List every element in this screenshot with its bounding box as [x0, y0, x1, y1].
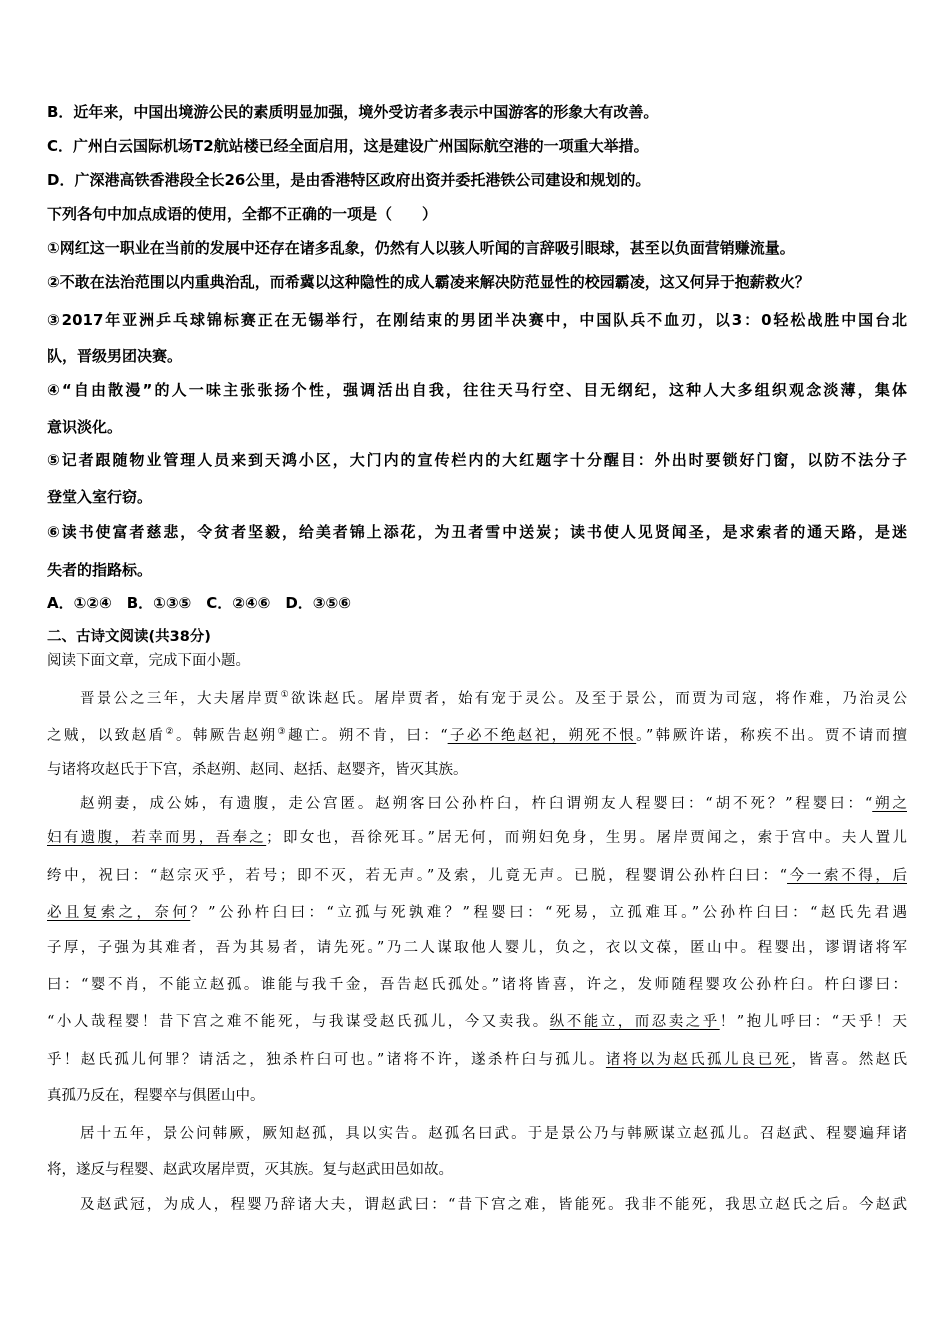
- passage-p2-line-7: “小人哉程婴！昔下宫之难不能死，与我谋受赵氏孤儿，今又卖我。纵不能立，而忍卖之乎！”抱儿呼曰：“天乎！天: [47, 1014, 907, 1030]
- underlined-phrase: 朔之: [872, 796, 907, 812]
- option-b: B．近年来，中国出境游公民的素质明显加强，境外受访者多表示中国游客的形象大有改善。: [47, 103, 659, 121]
- passage-p3-line-1: 居十五年，景公问韩厥，厥知赵孤，具以实告。赵孤名曰武。于是景公乃与韩厥谋立赵孤儿。召赵武、程婴遍拜诸: [80, 1126, 907, 1142]
- passage-p2-line-2: 妇有遗腹，若幸而男，吾奉之；即女也，吾徐死耳。”居无何，而朔妇免身，生男。屠岸贾闻之，索于宫中。夫人置儿: [47, 830, 907, 846]
- sentence-5-line-1: ⑤记者跟随物业管理人员来到天鸿小区，大门内的宣传栏内的大红题字十分醒目：外出时要锁好门窗，以防不法分子: [47, 451, 907, 469]
- footnote-marker: ①: [280, 690, 291, 700]
- passage-p2-line-9: 真孤乃反在，程婴卒与俱匿山中。: [47, 1088, 265, 1104]
- underlined-phrase: 妇有遗腹，若幸而男，吾奉之: [47, 830, 267, 846]
- footnote-marker: ③: [277, 727, 288, 737]
- passage-p4-line-1: 及赵武冠，为成人，程婴乃辞诸大夫，谓赵武曰：“昔下宫之难，皆能死。我非不能死，我思立赵氏之后。今赵武: [80, 1197, 907, 1213]
- sentence-2: ②不敢在法治范围以内重典治乱，而希冀以这种隐性的成人霸凌来解决防范显性的校园霸凌，这又何异于抱薪救火？: [47, 273, 810, 291]
- option-d: D．广深港高铁香港段全长26公里，是由香港特区政府出资并委托港铁公司建设和规划的。: [47, 171, 651, 189]
- passage-p2-line-8: 乎！赵氏孤儿何罪？请活之，独杀杵臼可也。”诸将不许，遂杀杵臼与孤儿。诸将以为赵氏孤儿良已死，皆喜。然赵氏: [47, 1052, 907, 1068]
- reading-instruction: 阅读下面文章，完成下面小题。: [47, 653, 250, 669]
- underlined-phrase: 子必不绝赵祀，朔死不恨: [447, 727, 637, 744]
- passage-p2-line-6: 曰：“婴不肖，不能立赵孤。谁能与我千金，吾告赵氏孤处。”诸将皆喜，许之，发师随程婴攻公孙杵臼。杵臼谬曰：: [47, 977, 907, 993]
- passage-p2-line-5: 子厚，子强为其难者，吾为其易者，请先死。”乃二人谋取他人婴儿，负之，衣以文葆，匿山中。程婴出，谬谓诸将军: [47, 940, 907, 956]
- answer-options: A．①②④ B．①③⑤ C．②④⑥ D．③⑤⑥: [47, 594, 351, 612]
- sentence-4-line-2: 意识淡化。: [47, 418, 123, 436]
- underlined-phrase: 必且复索之，奈何: [47, 905, 191, 921]
- section-heading: 二、古诗文阅读(共38分): [47, 629, 211, 645]
- sentence-3-line-2: 队，晋级男团决赛。: [47, 347, 183, 365]
- sentence-1: ①网红这一职业在当前的发展中还存在诸多乱象，仍然有人以骇人听闻的言辞吸引眼球，甚至以负面营销赚流量。: [47, 239, 795, 257]
- sentence-6-line-2: 失者的指路标。: [47, 561, 153, 579]
- underlined-phrase: 纵不能立，而忍卖之乎: [549, 1014, 720, 1030]
- sentence-6-line-1: ⑥读书使富者慈悲，令贫者坚毅，给美者锦上添花，为丑者雪中送炭；读书使人见贤闻圣，是求索者的通天路，是迷: [47, 523, 907, 541]
- passage-p1-line-2: 之贼，以致赵盾②。韩厥告赵朔③趣亡。朔不肯，曰：“子必不绝赵祀，朔死不恨。”韩厥许诺，称疾不出。贾不请而擅: [47, 727, 908, 744]
- passage-p2-line-1: 赵朔妻，成公姊，有遗腹，走公宫匿。赵朔客曰公孙杵臼，杵臼谓朔友人程婴曰：“胡不死？”程婴曰：“朔之: [80, 796, 907, 812]
- passage-p2-line-3: 绔中，祝曰：“赵宗灭乎，若号；即不灭，若无声。”及索，儿竟无声。已脱，程婴谓公孙杵臼曰：“今一索不得，后: [47, 868, 907, 884]
- passage-p2-line-4: 必且复索之，奈何？”公孙杵臼曰：“立孤与死孰难？”程婴曰：“死易，立孤难耳。”公孙杵臼曰：“赵氏先君遇: [47, 905, 907, 921]
- passage-p1-line-3: 与诸将攻赵氏于下宫，杀赵朔、赵同、赵括、赵婴齐，皆灭其族。: [47, 762, 468, 778]
- underlined-phrase: 诸将以为赵氏孤儿良已死: [605, 1052, 792, 1068]
- sentence-3-line-1: ③2017年亚洲乒乓球锦标赛正在无锡举行，在刚结束的男团半决赛中，中国队兵不血刃，以3：0轻松战胜中国台北: [47, 311, 907, 329]
- option-c: C．广州白云国际机场T2航站楼已经全面启用，这是建设广州国际航空港的一项重大举措。: [47, 137, 649, 155]
- footnote-marker: ②: [165, 727, 176, 737]
- question-stem: 下列各句中加点成语的使用，全都不正确的一项是（ ）: [47, 205, 438, 223]
- passage-p3-line-2: 将，遂反与程婴、赵武攻屠岸贾，灭其族。复与赵武田邑如故。: [47, 1162, 453, 1178]
- underlined-phrase: 今一索不得，后: [787, 868, 907, 884]
- passage-p1-line-1: 晋景公之三年，大夫屠岸贾①欲诛赵氏。屠岸贾者，始有宠于灵公。及至于景公，而贾为司寇，将作难，乃治灵公: [80, 690, 907, 707]
- sentence-4-line-1: ④“自由散漫”的人一味主张张扬个性，强调活出自我，往往天马行空、目无纲纪，这种人大多组织观念淡薄，集体: [47, 381, 907, 399]
- sentence-5-line-2: 登堂入室行窃。: [47, 488, 153, 506]
